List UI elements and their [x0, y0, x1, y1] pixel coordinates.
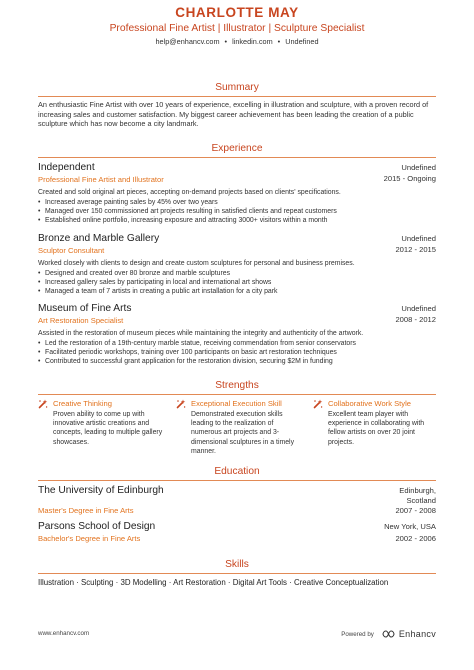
magic-wand-icon — [38, 399, 48, 409]
strength-title: Collaborative Work Style — [328, 399, 412, 408]
experience-bullets — [38, 269, 436, 297]
experience-bullets — [38, 339, 436, 367]
skills-list: Illustration · Sculpting · 3D Modelling · Art Restoration · Digital Art Tools · Creative Conceptualization — [38, 578, 389, 587]
email-link[interactable]: help@enhancv.com — [155, 37, 220, 46]
education-entry — [38, 485, 436, 515]
experience-dates: 2008 - 2012 — [395, 315, 436, 324]
strength-title: Exceptional Execution Skill — [191, 399, 282, 408]
experience-role: Art Restoration Specialist — [38, 316, 124, 325]
contact-line — [0, 37, 474, 47]
experience-dates: 2012 - 2015 — [395, 245, 436, 254]
footer-branding — [341, 629, 436, 639]
education-location: Edinburgh, Scotland — [399, 486, 436, 505]
strengths-divider — [38, 394, 436, 395]
experience-entry — [38, 303, 436, 367]
experience-location: Undefined — [401, 304, 436, 313]
strength-description: Proven ability to come up with innovative artistic creations and concepts, leading to multiple gallery showcases. — [53, 411, 163, 446]
education-dates: 2002 - 2006 — [395, 534, 436, 543]
experience-bullets — [38, 198, 436, 226]
resume-header — [0, 5, 474, 47]
experience-org: Museum of Fine Arts — [38, 303, 132, 314]
candidate-title: Professional Fine Artist | Illustrator | Sculpture Specialist — [109, 23, 365, 34]
strength-title: Creative Thinking — [53, 399, 112, 408]
experience-bullet: • Increased average painting sales by 45% over two years — [38, 198, 436, 207]
education-heading: Education — [214, 466, 260, 477]
experience-location: Undefined — [401, 163, 436, 172]
experience-bullet: • Managed over 150 commissioned art projects resulting in satisfied clients and repeat customers — [38, 207, 436, 216]
strengths-heading: Strengths — [215, 380, 259, 391]
experience-bullet: • Established online portfolio, increasing exposure and attracting 3000+ visitors within a month — [38, 216, 436, 225]
location-text: Undefined — [285, 37, 319, 46]
magic-wand-icon — [176, 399, 186, 409]
experience-role: Sculptor Consultant — [38, 246, 105, 255]
experience-bullet: • Managed a team of 7 artists in creating a public art installation for a city park — [38, 287, 436, 296]
experience-dates: 2015 - Ongoing — [383, 174, 436, 183]
contact-separator: • — [224, 37, 228, 46]
experience-bullet: • Led the restoration of a 19th-century marble statue, receiving commendation from senior conservators — [38, 339, 436, 348]
experience-org: Bronze and Marble Gallery — [38, 233, 160, 244]
skills-heading: Skills — [225, 559, 249, 570]
experience-divider — [38, 157, 436, 158]
experience-description: Created and sold original art pieces, accepting on-demand projects based on clients' specifications. — [38, 189, 341, 196]
experience-bullet: • Increased gallery sales by participating in local and international art shows — [38, 278, 436, 287]
experience-heading: Experience — [211, 143, 263, 154]
education-location: New York, USA — [384, 522, 436, 531]
skills-divider — [38, 573, 436, 574]
experience-bullet: • Contributed to successful grant application for the restoration division, securing $2M in funding — [38, 357, 436, 366]
education-school: The University of Edinburgh — [38, 485, 164, 496]
enhancv-logo-icon — [382, 630, 395, 638]
experience-bullet: • Designed and created over 80 bronze and marble sculptures — [38, 269, 436, 278]
powered-by-text: Powered by — [341, 630, 374, 638]
summary-divider — [38, 96, 436, 97]
experience-location: Undefined — [401, 234, 436, 243]
footer-website[interactable]: www.enhancv.com — [38, 630, 90, 637]
candidate-name: CHARLOTTE MAY — [175, 5, 299, 20]
experience-description: Assisted in the restoration of museum pieces while maintaining the integrity and authenticity of the artwork. — [38, 330, 364, 337]
education-divider — [38, 480, 436, 481]
education-entry — [38, 521, 436, 545]
enhancv-brand: Enhancv — [398, 629, 436, 639]
linkedin-link[interactable]: linkedin.com — [232, 37, 273, 46]
experience-org: Independent — [38, 162, 95, 173]
strength-description: Excellent team player with experience in collaborating with fellow artists on over 20 joint projects. — [328, 411, 425, 446]
experience-role: Professional Fine Artist and Illustrator — [38, 175, 164, 184]
education-degree: Master's Degree in Fine Arts — [38, 506, 134, 515]
summary-text: An enthusiastic Fine Artist with over 10 years of experience, excelling in illustration and sculpture, with a proven record of increasing sales and customer satisfaction. My biggest career achievement has been leading the creation of a public sculpture which has now become a city landmark. — [38, 100, 429, 128]
experience-description: Worked closely with clients to design and create custom sculptures for personal and business premises. — [38, 260, 355, 267]
experience-entry — [38, 233, 436, 297]
contact-separator: • — [277, 37, 281, 46]
strength-description: Demonstrated execution skills leading to the realization of numerous art projects and 3-dimensional sculptures in a timely manner. — [191, 411, 295, 455]
summary-heading: Summary — [215, 82, 259, 93]
education-dates: 2007 - 2008 — [395, 506, 436, 515]
experience-entry — [38, 162, 436, 226]
magic-wand-icon — [313, 399, 323, 409]
education-school: Parsons School of Design — [38, 521, 156, 532]
education-degree: Bachelor's Degree in Fine Arts — [38, 534, 141, 543]
experience-bullet: • Facilitated periodic workshops, training over 100 participants on basic art restoration techniques — [38, 348, 436, 357]
